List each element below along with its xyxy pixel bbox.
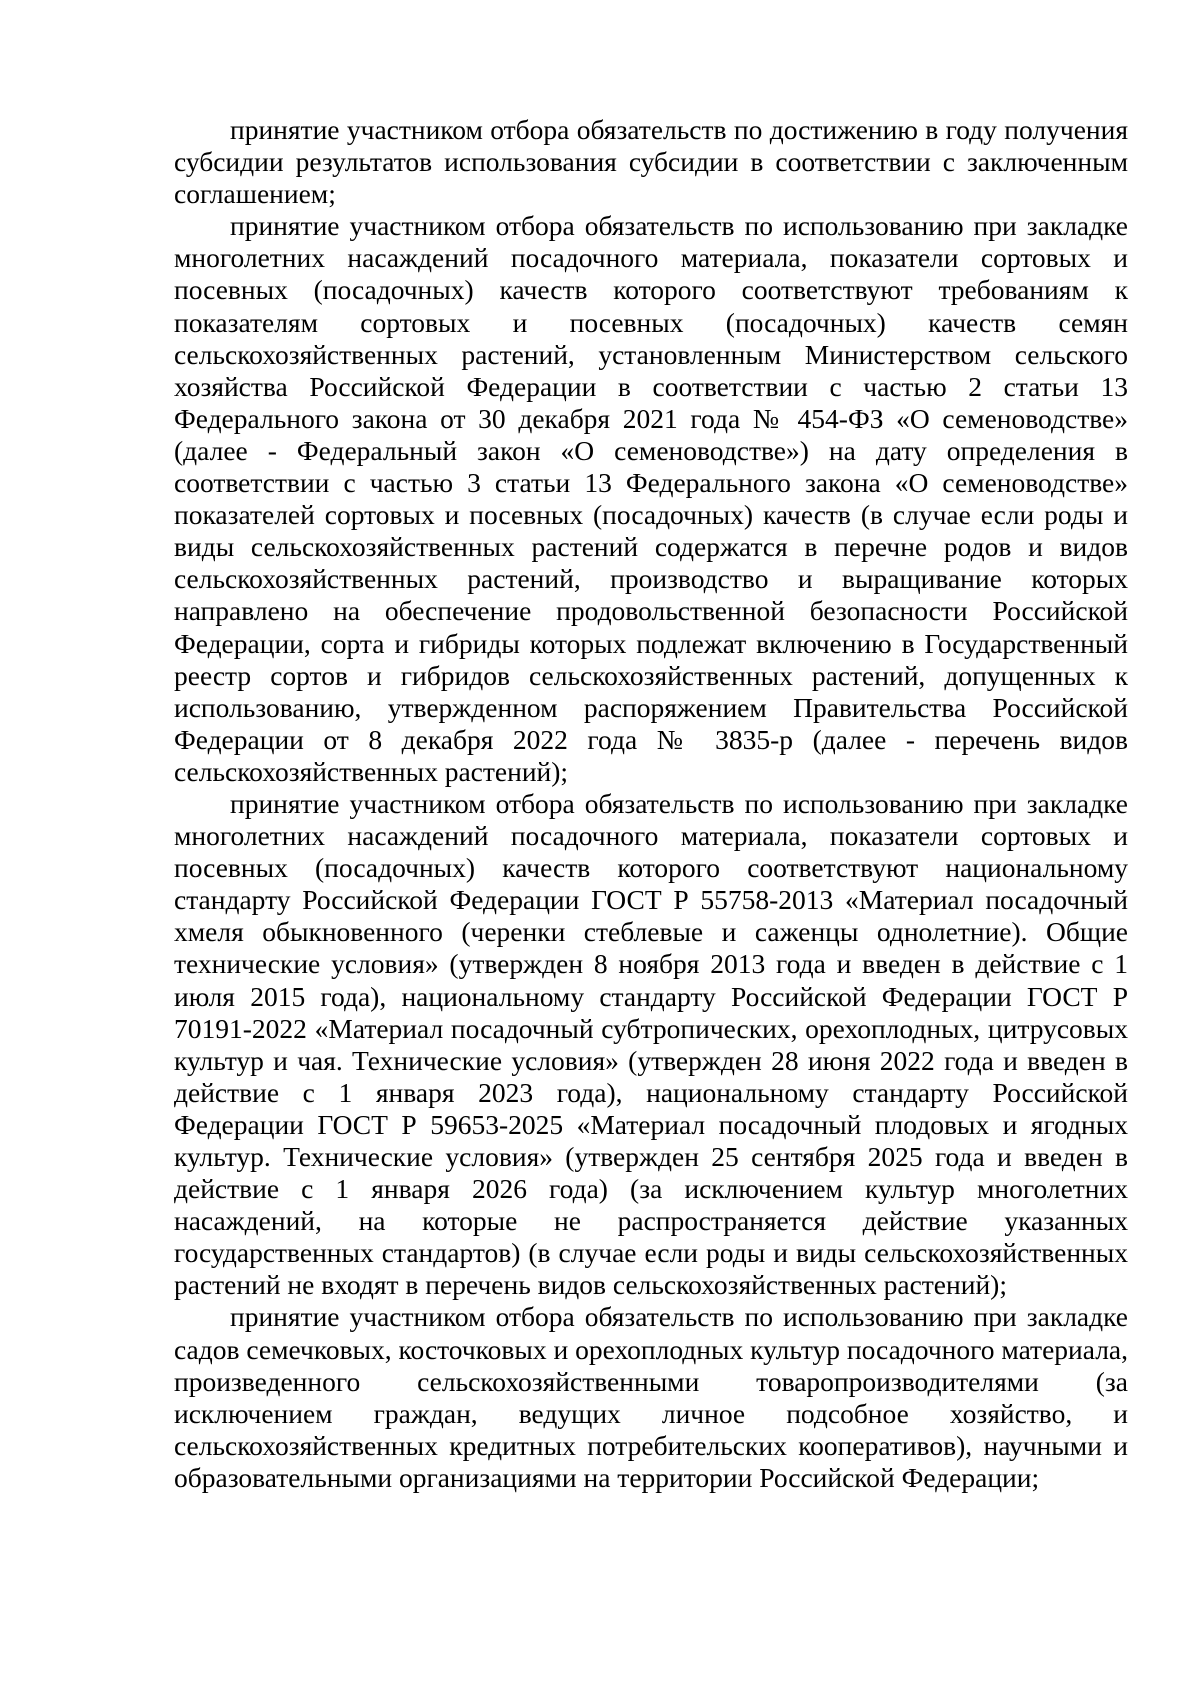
paragraph-domestic-planting-material-obligation: принятие участником отбора обязательств по использованию при закладке садов семечковых, косточковых и орехоплодных культур посадочного материала, произведенного сельскохозяйственными товаропроизводителями (за исключением граждан, ведущих личное подсобное хозяйство, и сельскохозяйственных кредитных потребительских кооперативов), научными и образовательными организациями на территории Российской Федерации; xyxy=(174,1301,1128,1493)
paragraph-results-obligation: принятие участником отбора обязательств по достижению в году получения субсидии результатов использования субсидии в соответствии с заключенным соглашением; xyxy=(174,114,1128,210)
document-body xyxy=(174,114,1128,1494)
paragraph-seed-quality-obligation: принятие участником отбора обязательств по использованию при закладке многолетних насаждений посадочного материала, показатели сортовых и посевных (посадочных) качеств которого соответствуют требованиям к показателям сортовых и посевных (посадочных) качеств семян сельскохозяйственных растений, установленным Министерством сельского хозяйства Российской Федерации в соответствии с частью 2 статьи 13 Федерального закона от 30 декабря 2021 года № 454-ФЗ «О семеноводстве» (далее - Федеральный закон «О семеноводстве») на дату определения в соответствии с частью 3 статьи 13 Федерального закона «О семеноводстве» показателей сортовых и посевных (посадочных) качеств (в случае если роды и виды сельскохозяйственных растений содержатся в перечне родов и видов сельскохозяйственных растений, производство и выращивание которых направлено на обеспечение продовольственной безопасности Российской Федерации, сорта и гибриды которых подлежат включению в Государственный реестр сортов и гибридов сельскохозяйственных растений, допущенных к использованию, утвержденном распоряжением Правительства Российской Федерации от 8 декабря 2022 года № 3835-р (далее - перечень видов сельскохозяйственных растений); xyxy=(174,210,1128,787)
paragraph-gost-standards-obligation: принятие участником отбора обязательств по использованию при закладке многолетних насаждений посадочного материала, показатели сортовых и посевных (посадочных) качеств которого соответствуют национальному стандарту Российской Федерации ГОСТ Р 55758-2013 «Материал посадочный хмеля обыкновенного (черенки стеблевые и саженцы однолетние). Общие технические условия» (утвержден 8 ноября 2013 года и введен в действие с 1 июля 2015 года), национальному стандарту Российской Федерации ГОСТ Р 70191-2022 «Материал посадочный субтропических, орехоплодных, цитрусовых культур и чая. Технические условия» (утвержден 28 июня 2022 года и введен в действие с 1 января 2023 года), национальному стандарту Российской Федерации ГОСТ Р 59653-2025 «Материал посадочный плодовых и ягодных культур. Технические условия» (утвержден 25 сентября 2025 года и введен в действие с 1 января 2026 года) (за исключением культур многолетних насаждений, на которые не распространяется действие указанных государственных стандартов) (в случае если роды и виды сельскохозяйственных растений не входят в перечень видов сельскохозяйственных растений); xyxy=(174,787,1128,1301)
